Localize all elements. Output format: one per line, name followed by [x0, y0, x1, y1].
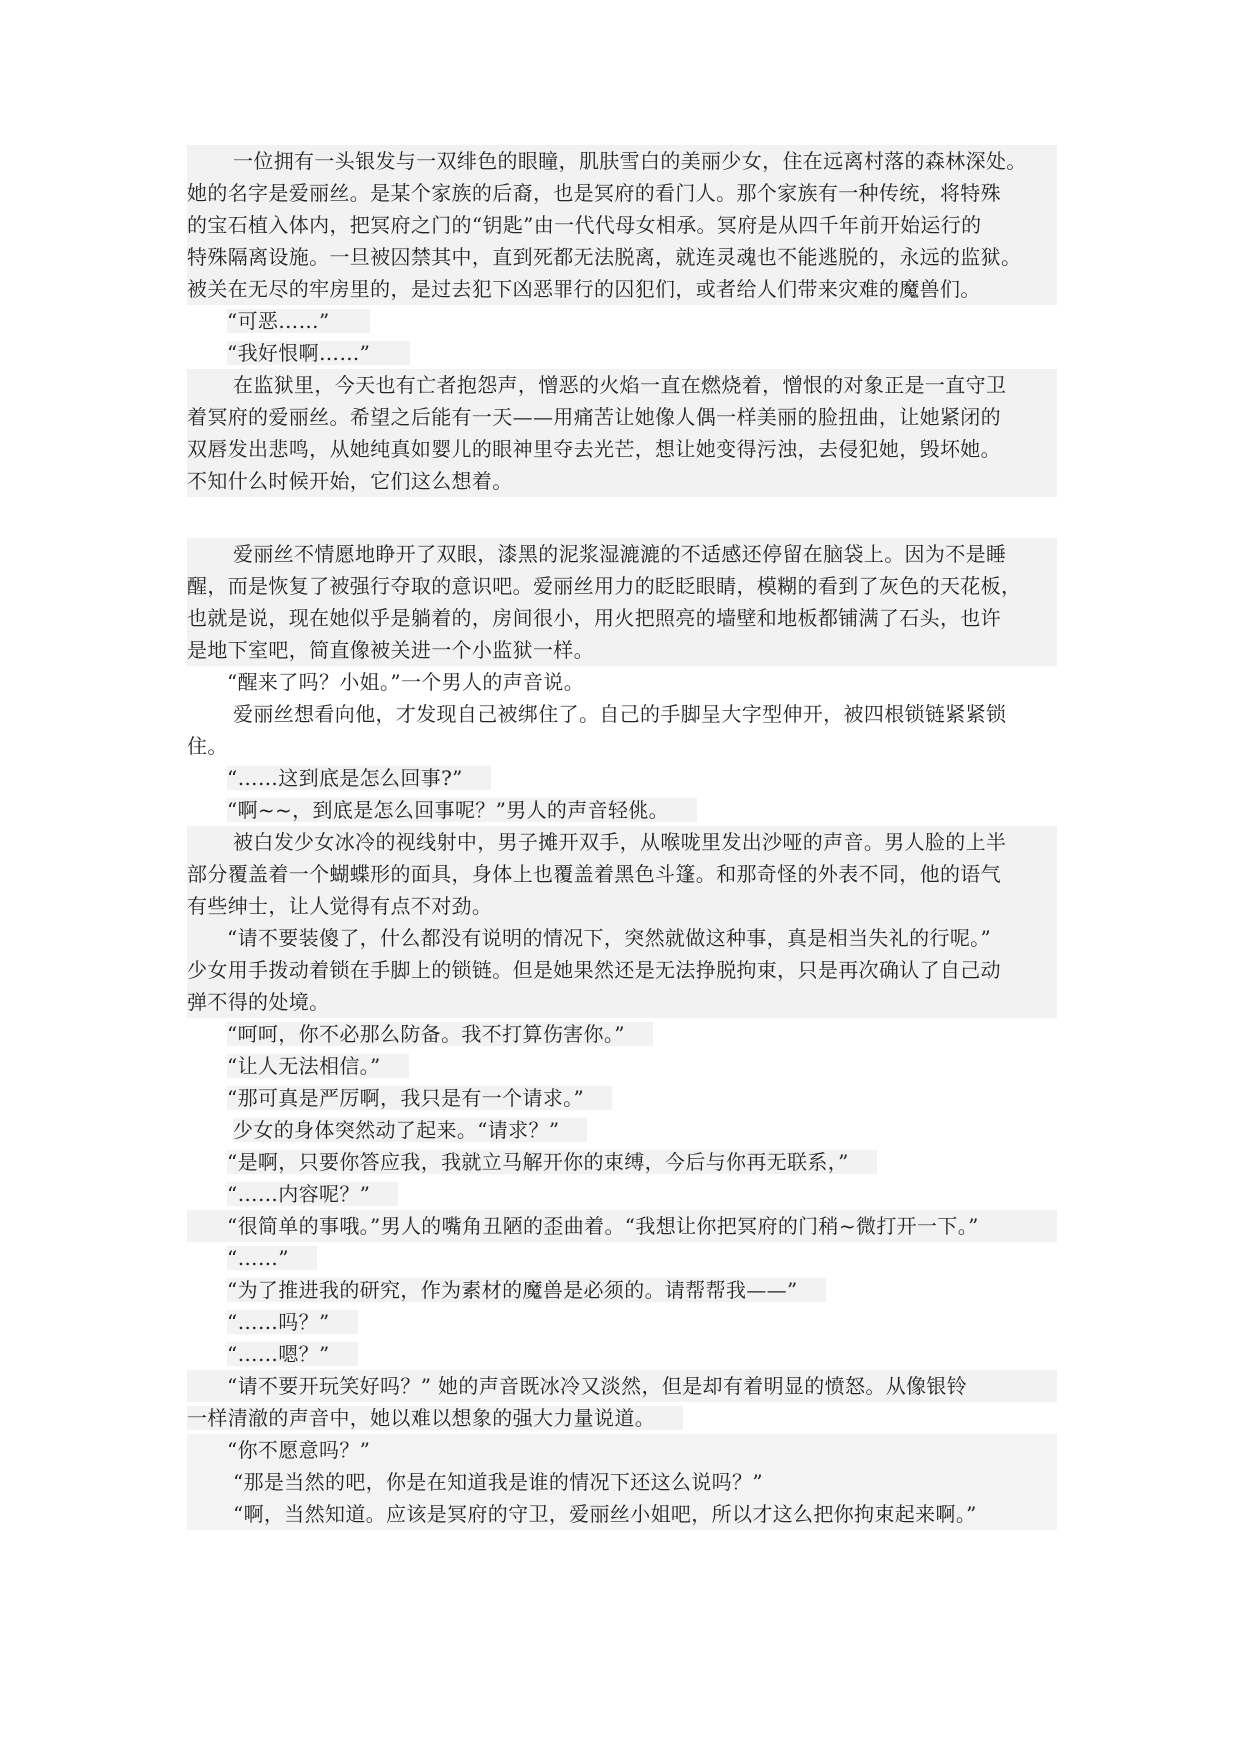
text-line: [187, 1114, 1057, 1146]
text-line: [187, 1082, 1057, 1114]
text-line: [187, 538, 1057, 570]
text-line: [187, 241, 1057, 273]
line-text: 的宝石植入体内，把冥府之门的“钥匙”由一代代母女相承。冥府是从四千年前开始运行的: [187, 213, 982, 237]
text-line: [187, 1050, 1057, 1082]
text-line: [187, 1370, 1057, 1402]
text-line: [187, 1178, 1057, 1210]
line-text: “……”: [227, 1246, 317, 1270]
line-text: “那是当然的吧，你是在知道我是谁的情况下还这么说吗？”: [233, 1470, 763, 1494]
line-text: 有些绅士，让人觉得有点不对劲。: [187, 894, 493, 918]
text-line: [187, 698, 1057, 730]
line-text: “那可真是严厉啊，我只是有一个请求。”: [227, 1086, 612, 1110]
text-line: [187, 730, 1057, 762]
text-line: [187, 1466, 1057, 1498]
line-text: “我好恨啊……”: [227, 341, 410, 365]
text-line: [187, 634, 1057, 666]
line-text: “啊~~，到底是怎么回事呢？”男人的声音轻佻。: [227, 798, 697, 822]
line-text: 爱丽丝不情愿地睁开了双眼，漆黑的泥浆湿漉漉的不适感还停留在脑袋上。因为不是睡: [233, 542, 1007, 566]
text-line: [187, 209, 1057, 241]
text-line: [187, 465, 1057, 497]
line-text: 住。: [187, 734, 228, 758]
line-text: “你不愿意吗？”: [227, 1438, 371, 1462]
line-text: “呵呵，你不必那么防备。我不打算伤害你。”: [227, 1022, 653, 1046]
text-line: [187, 177, 1057, 209]
line-text: “很简单的事哦。”男人的嘴角丑陋的歪曲着。“我想让你把冥府的门稍~微打开一下。”: [227, 1214, 979, 1238]
line-text: 部分覆盖着一个蝴蝶形的面具，身体上也覆盖着黑色斗篷。和那奇怪的外表不同，他的语气: [187, 862, 1001, 886]
line-text: “可恶……”: [227, 309, 370, 333]
line-text: “……内容呢？”: [227, 1182, 398, 1206]
line-text: 被白发少女冰冷的视线射中，男子摊开双手，从喉咙里发出沙哑的声音。男人脸的上半: [233, 830, 1007, 854]
text-line: [187, 273, 1057, 305]
text-line: [187, 1338, 1057, 1370]
text-line: [187, 1434, 1057, 1466]
line-text: 少女用手拨动着锁在手脚上的锁链。但是她果然还是无法挣脱拘束，只是再次确认了自己动: [187, 958, 1001, 982]
text-line: [187, 1306, 1057, 1338]
text-line: [187, 986, 1057, 1018]
text-line: [187, 369, 1057, 401]
line-text: 弹不得的处境。: [187, 990, 330, 1014]
text-line: [187, 570, 1057, 602]
text-line: [187, 1018, 1057, 1050]
line-text: 双唇发出悲鸣，从她纯真如婴儿的眼神里夺去光芒，想让她变得污浊，去侵犯她，毁坏她。: [187, 437, 1001, 461]
line-text: 少女的身体突然动了起来。“请求？”: [233, 1118, 587, 1142]
text-line: [187, 1242, 1057, 1274]
text-line: [187, 145, 1057, 177]
text-line: [187, 305, 1057, 337]
text-line: [187, 666, 1057, 698]
line-text: 在监狱里，今天也有亡者抱怨声，憎恶的火焰一直在燃烧着，憎恨的对象正是一直守卫: [233, 373, 1007, 397]
text-line: [187, 890, 1057, 922]
line-text: 一位拥有一头银发与一双绯色的眼瞳，肌肤雪白的美丽少女，住在远离村落的森林深处。: [233, 149, 1027, 173]
text-line: [187, 1274, 1057, 1306]
line-text: “啊，当然知道。应该是冥府的守卫，爱丽丝小姐吧，所以才这么把你拘束起来啊。”: [233, 1502, 977, 1526]
line-text: “……吗？”: [227, 1310, 358, 1334]
line-text: “为了推进我的研究，作为素材的魔兽是必须的。请帮帮我——”: [227, 1278, 826, 1302]
dialogue-passage: [187, 538, 1057, 1530]
text-line: [187, 602, 1057, 634]
text-line: [187, 1498, 1057, 1530]
line-text: 被关在无尽的牢房里的，是过去犯下凶恶罪行的囚犯们，或者给人们带来灾难的魔兽们。: [187, 277, 981, 301]
line-text: “……这到底是怎么回事?”: [227, 766, 491, 790]
line-text: 也就是说，现在她似乎是躺着的，房间很小，用火把照亮的墙壁和地板都铺满了石头，也许: [187, 606, 1001, 630]
line-text: 特殊隔离设施。一旦被囚禁其中，直到死都无法脱离，就连灵魂也不能逃脱的，永远的监狱。: [187, 245, 1022, 269]
line-text: 醒，而是恢复了被强行夺取的意识吧。爱丽丝用力的眨眨眼睛，模糊的看到了灰色的天花板，: [187, 574, 1022, 598]
line-text: “醒来了吗？小姐。”一个男人的声音说。: [227, 670, 585, 694]
opening-passage: [187, 145, 1057, 497]
line-text: 不知什么时候开始，它们这么想着。: [187, 469, 513, 493]
text-line: [187, 433, 1057, 465]
line-text: 是地下室吧，简直像被关进一个小监狱一样。: [187, 638, 594, 662]
line-text: 着冥府的爱丽丝。希望之后能有一天——用痛苦让她像人偶一样美丽的脸扭曲，让她紧闭的: [187, 405, 1001, 429]
line-text: “让人无法相信。”: [227, 1054, 409, 1078]
line-text: “是啊，只要你答应我，我就立马解开你的束缚，今后与你再无联系，”: [227, 1150, 877, 1174]
text-line: [187, 1402, 1057, 1434]
line-text: “请不要开玩笑好吗？” 她的声音既冰冷又淡然，但是却有着明显的愤怒。从像银铃: [227, 1374, 968, 1398]
line-text: “……嗯？”: [227, 1342, 358, 1366]
line-text: “请不要装傻了，什么都没有说明的情况下，突然就做这种事，真是相当失礼的行呢。”: [227, 926, 992, 950]
text-line: [187, 337, 1057, 369]
line-text: 她的名字是爱丽丝。是某个家族的后裔，也是冥府的看门人。那个家族有一种传统，将特殊: [187, 181, 1001, 205]
text-line: [187, 401, 1057, 433]
text-line: [187, 794, 1057, 826]
text-line: [187, 1146, 1057, 1178]
line-text: 一样清澈的声音中，她以难以想象的强大力量说道。: [187, 1406, 683, 1430]
text-line: [187, 858, 1057, 890]
text-line: [187, 954, 1057, 986]
text-line: [187, 922, 1057, 954]
text-line: [187, 762, 1057, 794]
line-text: 爱丽丝想看向他，才发现自己被绑住了。自己的手脚呈大字型伸开，被四根锁链紧紧锁: [233, 702, 1007, 726]
text-line: [187, 826, 1057, 858]
text-line: [187, 1210, 1057, 1242]
